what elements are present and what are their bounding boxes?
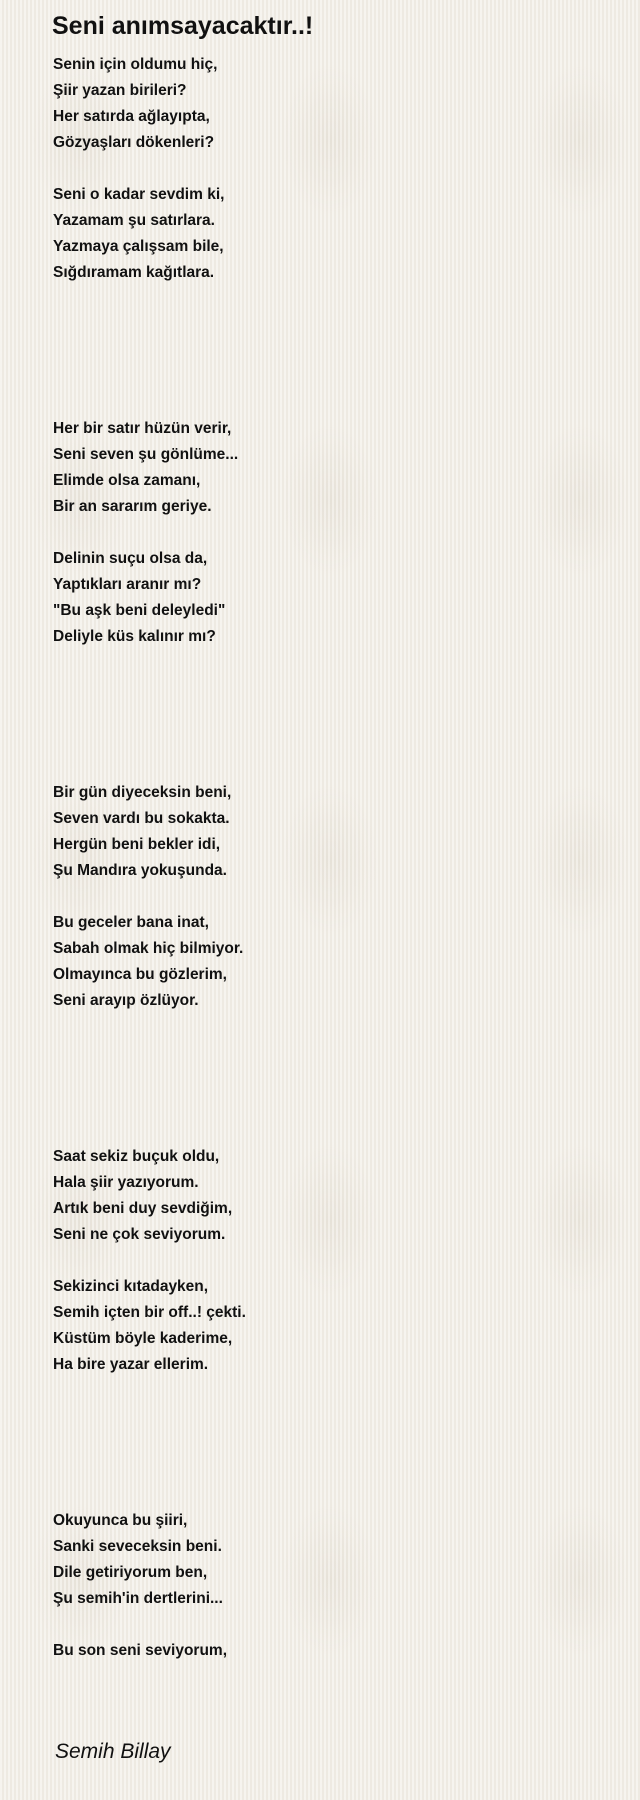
poem-line: Seni o kadar sevdim ki, bbox=[53, 186, 225, 203]
section-spacer bbox=[53, 1014, 613, 1144]
author-name: Semih Billay bbox=[55, 1740, 171, 1763]
stanza-spacer bbox=[53, 520, 613, 546]
poem-line: Yazamam şu satırlara. bbox=[53, 212, 215, 229]
poem-line: Her bir satır hüzün verir, bbox=[53, 420, 232, 437]
poem-line: Bir gün diyeceksin beni, bbox=[53, 784, 232, 801]
stanza-2 bbox=[53, 182, 613, 286]
poem-line: Hergün beni bekler idi, bbox=[53, 836, 221, 853]
poem-line: Bir an sararım geriye. bbox=[53, 498, 212, 515]
poem-line: Seven vardı bu sokakta. bbox=[53, 810, 230, 827]
poem-line: Bu son seni seviyorum, bbox=[53, 1642, 227, 1659]
stanza-spacer bbox=[53, 156, 613, 182]
poem-line: Yazmaya çalışsam bile, bbox=[53, 238, 224, 255]
poem-line: Her satırda ağlayıpta, bbox=[53, 108, 210, 125]
poem-line: Seni seven şu gönlüme... bbox=[53, 446, 239, 463]
stanza-5 bbox=[53, 780, 613, 884]
poem-line: Hala şiir yazıyorum. bbox=[53, 1174, 199, 1191]
section-spacer bbox=[53, 650, 613, 780]
poem-line: Deliyle küs kalınır mı? bbox=[53, 628, 216, 645]
poem-line: Olmayınca bu gözlerim, bbox=[53, 966, 227, 983]
poem-line: Seni arayıp özlüyor. bbox=[53, 992, 199, 1009]
poem-line: Yaptıkları aranır mı? bbox=[53, 576, 202, 593]
poem-line: Dile getiriyorum ben, bbox=[53, 1564, 208, 1581]
poem-line: Küstüm böyle kaderime, bbox=[53, 1330, 233, 1347]
poem-line: Sekizinci kıtadayken, bbox=[53, 1278, 209, 1295]
stanza-spacer bbox=[53, 1612, 613, 1638]
poem-line: Okuyunca bu şiiri, bbox=[53, 1512, 188, 1529]
stanza-8 bbox=[53, 1274, 613, 1378]
stanza-6 bbox=[53, 910, 613, 1014]
poem-line: Sabah olmak hiç bilmiyor. bbox=[53, 940, 244, 957]
poem-line: Şu semih'in dertlerini... bbox=[53, 1590, 223, 1607]
stanza-4 bbox=[53, 546, 613, 650]
poem-body bbox=[53, 52, 613, 1664]
stanza-3 bbox=[53, 416, 613, 520]
poem-line: Gözyaşları dökenleri? bbox=[53, 134, 215, 151]
poem-line: Delinin suçu olsa da, bbox=[53, 550, 208, 567]
poem-line: Artık beni duy sevdiğim, bbox=[53, 1200, 233, 1217]
poem-line: "Bu aşk beni deleyledi" bbox=[53, 602, 226, 619]
stanza-9 bbox=[53, 1508, 613, 1612]
section-spacer bbox=[53, 1378, 613, 1508]
poem-line: Şiir yazan birileri? bbox=[53, 82, 187, 99]
poem-line: Sanki seveceksin beni. bbox=[53, 1538, 222, 1555]
poem-line: Seni ne çok seviyorum. bbox=[53, 1226, 226, 1243]
section-spacer bbox=[53, 286, 613, 416]
poem-line: Sığdıramam kağıtlara. bbox=[53, 264, 215, 281]
stanza-10 bbox=[53, 1638, 613, 1664]
stanza-1 bbox=[53, 52, 613, 156]
poem-line: Bu geceler bana inat, bbox=[53, 914, 209, 931]
poem-title: Seni anımsayacaktır..! bbox=[52, 12, 314, 40]
stanza-spacer bbox=[53, 1248, 613, 1274]
poem-line: Şu Mandıra yokuşunda. bbox=[53, 862, 227, 879]
stanza-7 bbox=[53, 1144, 613, 1248]
poem-line: Saat sekiz buçuk oldu, bbox=[53, 1148, 220, 1165]
poem-line: Semih içten bir off..! çekti. bbox=[53, 1304, 246, 1321]
poem-line: Ha bire yazar ellerim. bbox=[53, 1356, 209, 1373]
poem-line: Elimde olsa zamanı, bbox=[53, 472, 201, 489]
poem-line: Senin için oldumu hiç, bbox=[53, 56, 218, 73]
stanza-spacer bbox=[53, 884, 613, 910]
